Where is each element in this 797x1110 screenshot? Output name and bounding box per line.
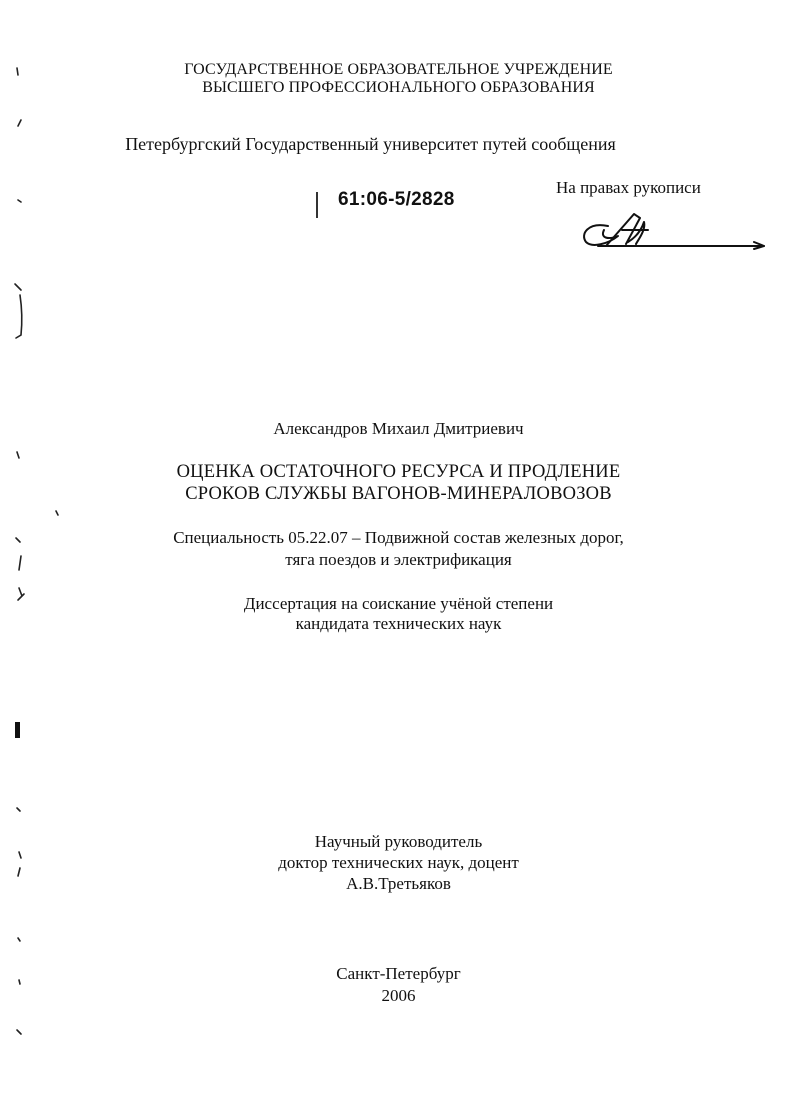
- author-name: Александров Михаил Дмитриевич: [273, 419, 524, 438]
- supervisor-name: А.В.Третьяков: [346, 874, 451, 893]
- code-divider: [316, 192, 318, 218]
- year: 2006: [381, 986, 416, 1005]
- thesis-title-line-1: ОЦЕНКА ОСТАТОЧНОГО РЕСУРСА И ПРОДЛЕНИЕ: [176, 462, 621, 482]
- degree-line-2: кандидата технических наук: [295, 614, 502, 633]
- signature: [578, 208, 774, 258]
- city: Санкт-Петербург: [336, 964, 461, 983]
- specialty-line-2: тяга поездов и электрификация: [285, 550, 512, 569]
- university-name: Петербургский Государственный университет путей сообщения: [125, 134, 616, 154]
- institution-header-line-1: ГОСУДАРСТВЕННОЕ ОБРАЗОВАТЕЛЬНОЕ УЧРЕЖДЕНИЕ: [184, 61, 613, 78]
- supervisor-title: доктор технических наук, доцент: [278, 853, 519, 872]
- catalog-code: 61:06-5/2828: [338, 189, 455, 210]
- thesis-title-line-2: СРОКОВ СЛУЖБЫ ВАГОНОВ-МИНЕРАЛОВОЗОВ: [185, 484, 612, 504]
- degree-line-1: Диссертация на соискание учёной степени: [243, 594, 554, 613]
- institution-header-line-2: ВЫСШЕГО ПРОФЕССИОНАЛЬНОГО ОБРАЗОВАНИЯ: [202, 79, 595, 96]
- specialty-line-1: Специальность 05.22.07 – Подвижной состав железных дорог,: [173, 528, 624, 547]
- manuscript-note: На правах рукописи: [556, 178, 701, 197]
- supervisor-role: Научный руководитель: [314, 832, 483, 851]
